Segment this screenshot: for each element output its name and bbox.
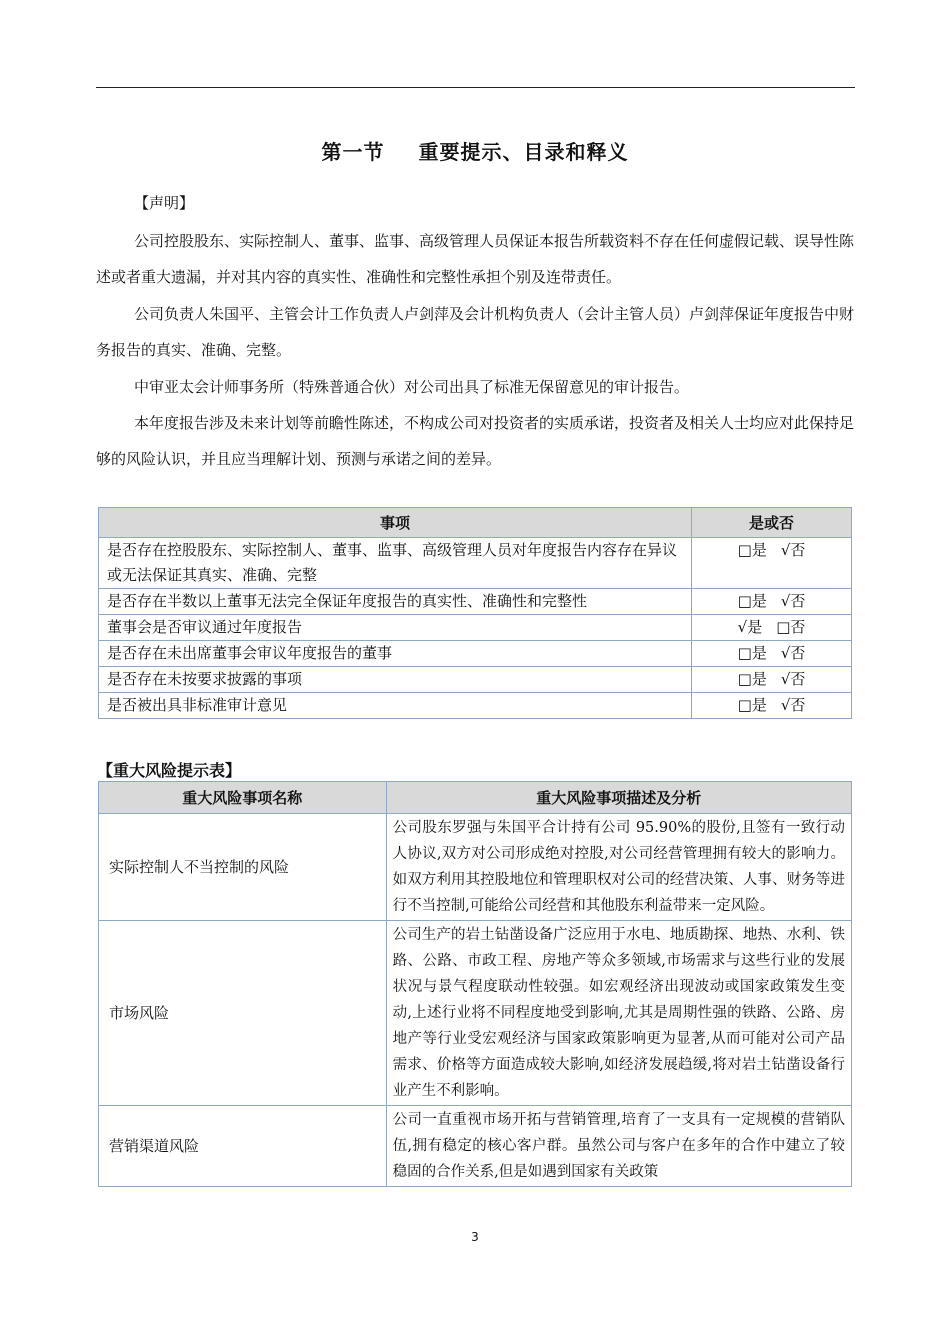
- risk-name: 实际控制人不当控制的风险: [99, 814, 387, 921]
- yes-no-cell: [692, 538, 852, 589]
- yes-no-cell: [692, 615, 852, 641]
- table-row: [99, 641, 852, 667]
- statement-paragraph-1: 公司控股股东、实际控制人、董事、监事、高级管理人员保证本报告所载资料不存在任何虚假记载、误导性陈述或者重大遗漏，并对其内容的真实性、准确性和完整性承担个别及连带责任。: [96, 232, 855, 286]
- table-row: [99, 538, 852, 589]
- yes-checkbox: □是: [737, 541, 767, 559]
- header-rule: [96, 87, 855, 88]
- no-checkbox: √否: [780, 541, 806, 559]
- table-row: [99, 814, 852, 921]
- matter-text: 是否存在未按要求披露的事项: [99, 667, 692, 693]
- table-row: [99, 1106, 852, 1187]
- yes-checkbox: □是: [737, 592, 767, 610]
- table-row: [99, 615, 852, 641]
- section-title-main: 重要提示、目录和释义: [418, 140, 629, 164]
- matter-text: 是否存在控股股东、实际控制人、董事、监事、高级管理人员对年度报告内容存在异议或无法保证其真实、准确、完整: [99, 538, 692, 589]
- statement-paragraph-4: 本年度报告涉及未来计划等前瞻性陈述，不构成公司对投资者的实质承诺，投资者及相关人士均应对此保持足够的风险认识，并且应当理解计划、预测与承诺之间的差异。: [96, 414, 855, 468]
- table-row: [99, 921, 852, 1106]
- matter-text: 董事会是否审议通过年度报告: [99, 615, 692, 641]
- yes-no-cell: [692, 667, 852, 693]
- header-risk-name: 重大风险事项名称: [99, 782, 387, 814]
- matter-text: 是否存在未出席董事会审议年度报告的董事: [99, 641, 692, 667]
- section-title: [0, 136, 950, 165]
- risk-table: [98, 781, 852, 1187]
- yes-no-cell: [692, 641, 852, 667]
- yes-no-cell: [692, 589, 852, 615]
- no-checkbox: √否: [780, 644, 806, 662]
- statement-paragraph-2: 公司负责人朱国平、主管会计工作负责人卢剑萍及会计机构负责人（会计主管人员）卢剑萍保证年度报告中财务报告的真实、准确、完整。: [96, 305, 855, 359]
- matters-table-header: [99, 508, 852, 538]
- no-checkbox: √否: [780, 696, 806, 714]
- risk-description: 公司股东罗强与朱国平合计持有公司 95.90%的股份,且签有一致行动人协议,双方对公司形成绝对控股,对公司经营管理拥有较大的影响力。如双方利用其控股地位和管理职权对公司的经营决策、人事、财务等进行不当控制,可能给公司经营和其他股东利益带来一定风险。: [386, 814, 851, 921]
- yes-checkbox: √是: [737, 618, 763, 636]
- no-checkbox: √否: [780, 670, 806, 688]
- risk-description: 公司生产的岩土钻凿设备广泛应用于水电、地质勘探、地热、水利、铁路、公路、市政工程、房地产等众多领域,市场需求与这些行业的发展状况与景气程度联动性较强。如宏观经济出现波动或国家政策发生变动,上述行业将不同程度地受到影响,尤其是周期性强的铁路、公路、房地产等行业受宏观经济与国家政策影响更为显著,从而可能对公司产品需求、价格等方面造成较大影响,如经济发展趋缓,将对岩土钻凿设备行业产生不利影响。: [386, 921, 851, 1106]
- matter-text: 是否被出具非标准审计意见: [99, 693, 692, 719]
- no-checkbox: √否: [780, 592, 806, 610]
- statement-paragraph-3: 中审亚太会计师事务所（特殊普通合伙）对公司出具了标准无保留意见的审计报告。: [134, 378, 690, 396]
- matter-text: 是否存在半数以上董事无法完全保证年度报告的真实性、准确性和完整性: [99, 589, 692, 615]
- header-matter: 事项: [99, 508, 692, 538]
- risk-table-header: [99, 782, 852, 814]
- no-checkbox: □否: [776, 618, 806, 636]
- table-row: [99, 693, 852, 719]
- matters-table: [98, 507, 852, 719]
- section-title-prefix: 第一节: [321, 140, 385, 164]
- statement-label: 【声明】: [134, 194, 195, 212]
- yes-checkbox: □是: [737, 696, 767, 714]
- yes-checkbox: □是: [737, 644, 767, 662]
- risk-name: 市场风险: [99, 921, 387, 1106]
- header-yes-no: 是或否: [692, 508, 852, 538]
- header-risk-desc: 重大风险事项描述及分析: [386, 782, 851, 814]
- risk-name: 营销渠道风险: [99, 1106, 387, 1187]
- risk-table-heading: 【重大风险提示表】: [97, 761, 242, 780]
- risk-description: 公司一直重视市场开拓与营销管理,培育了一支具有一定规模的营销队伍,拥有稳定的核心客户群。虽然公司与客户在多年的合作中建立了较稳固的合作关系,但是如遇到国家有关政策: [386, 1106, 851, 1187]
- yes-checkbox: □是: [737, 670, 767, 688]
- table-row: [99, 667, 852, 693]
- page-number: 3: [471, 1230, 479, 1244]
- table-row: [99, 589, 852, 615]
- yes-no-cell: [692, 693, 852, 719]
